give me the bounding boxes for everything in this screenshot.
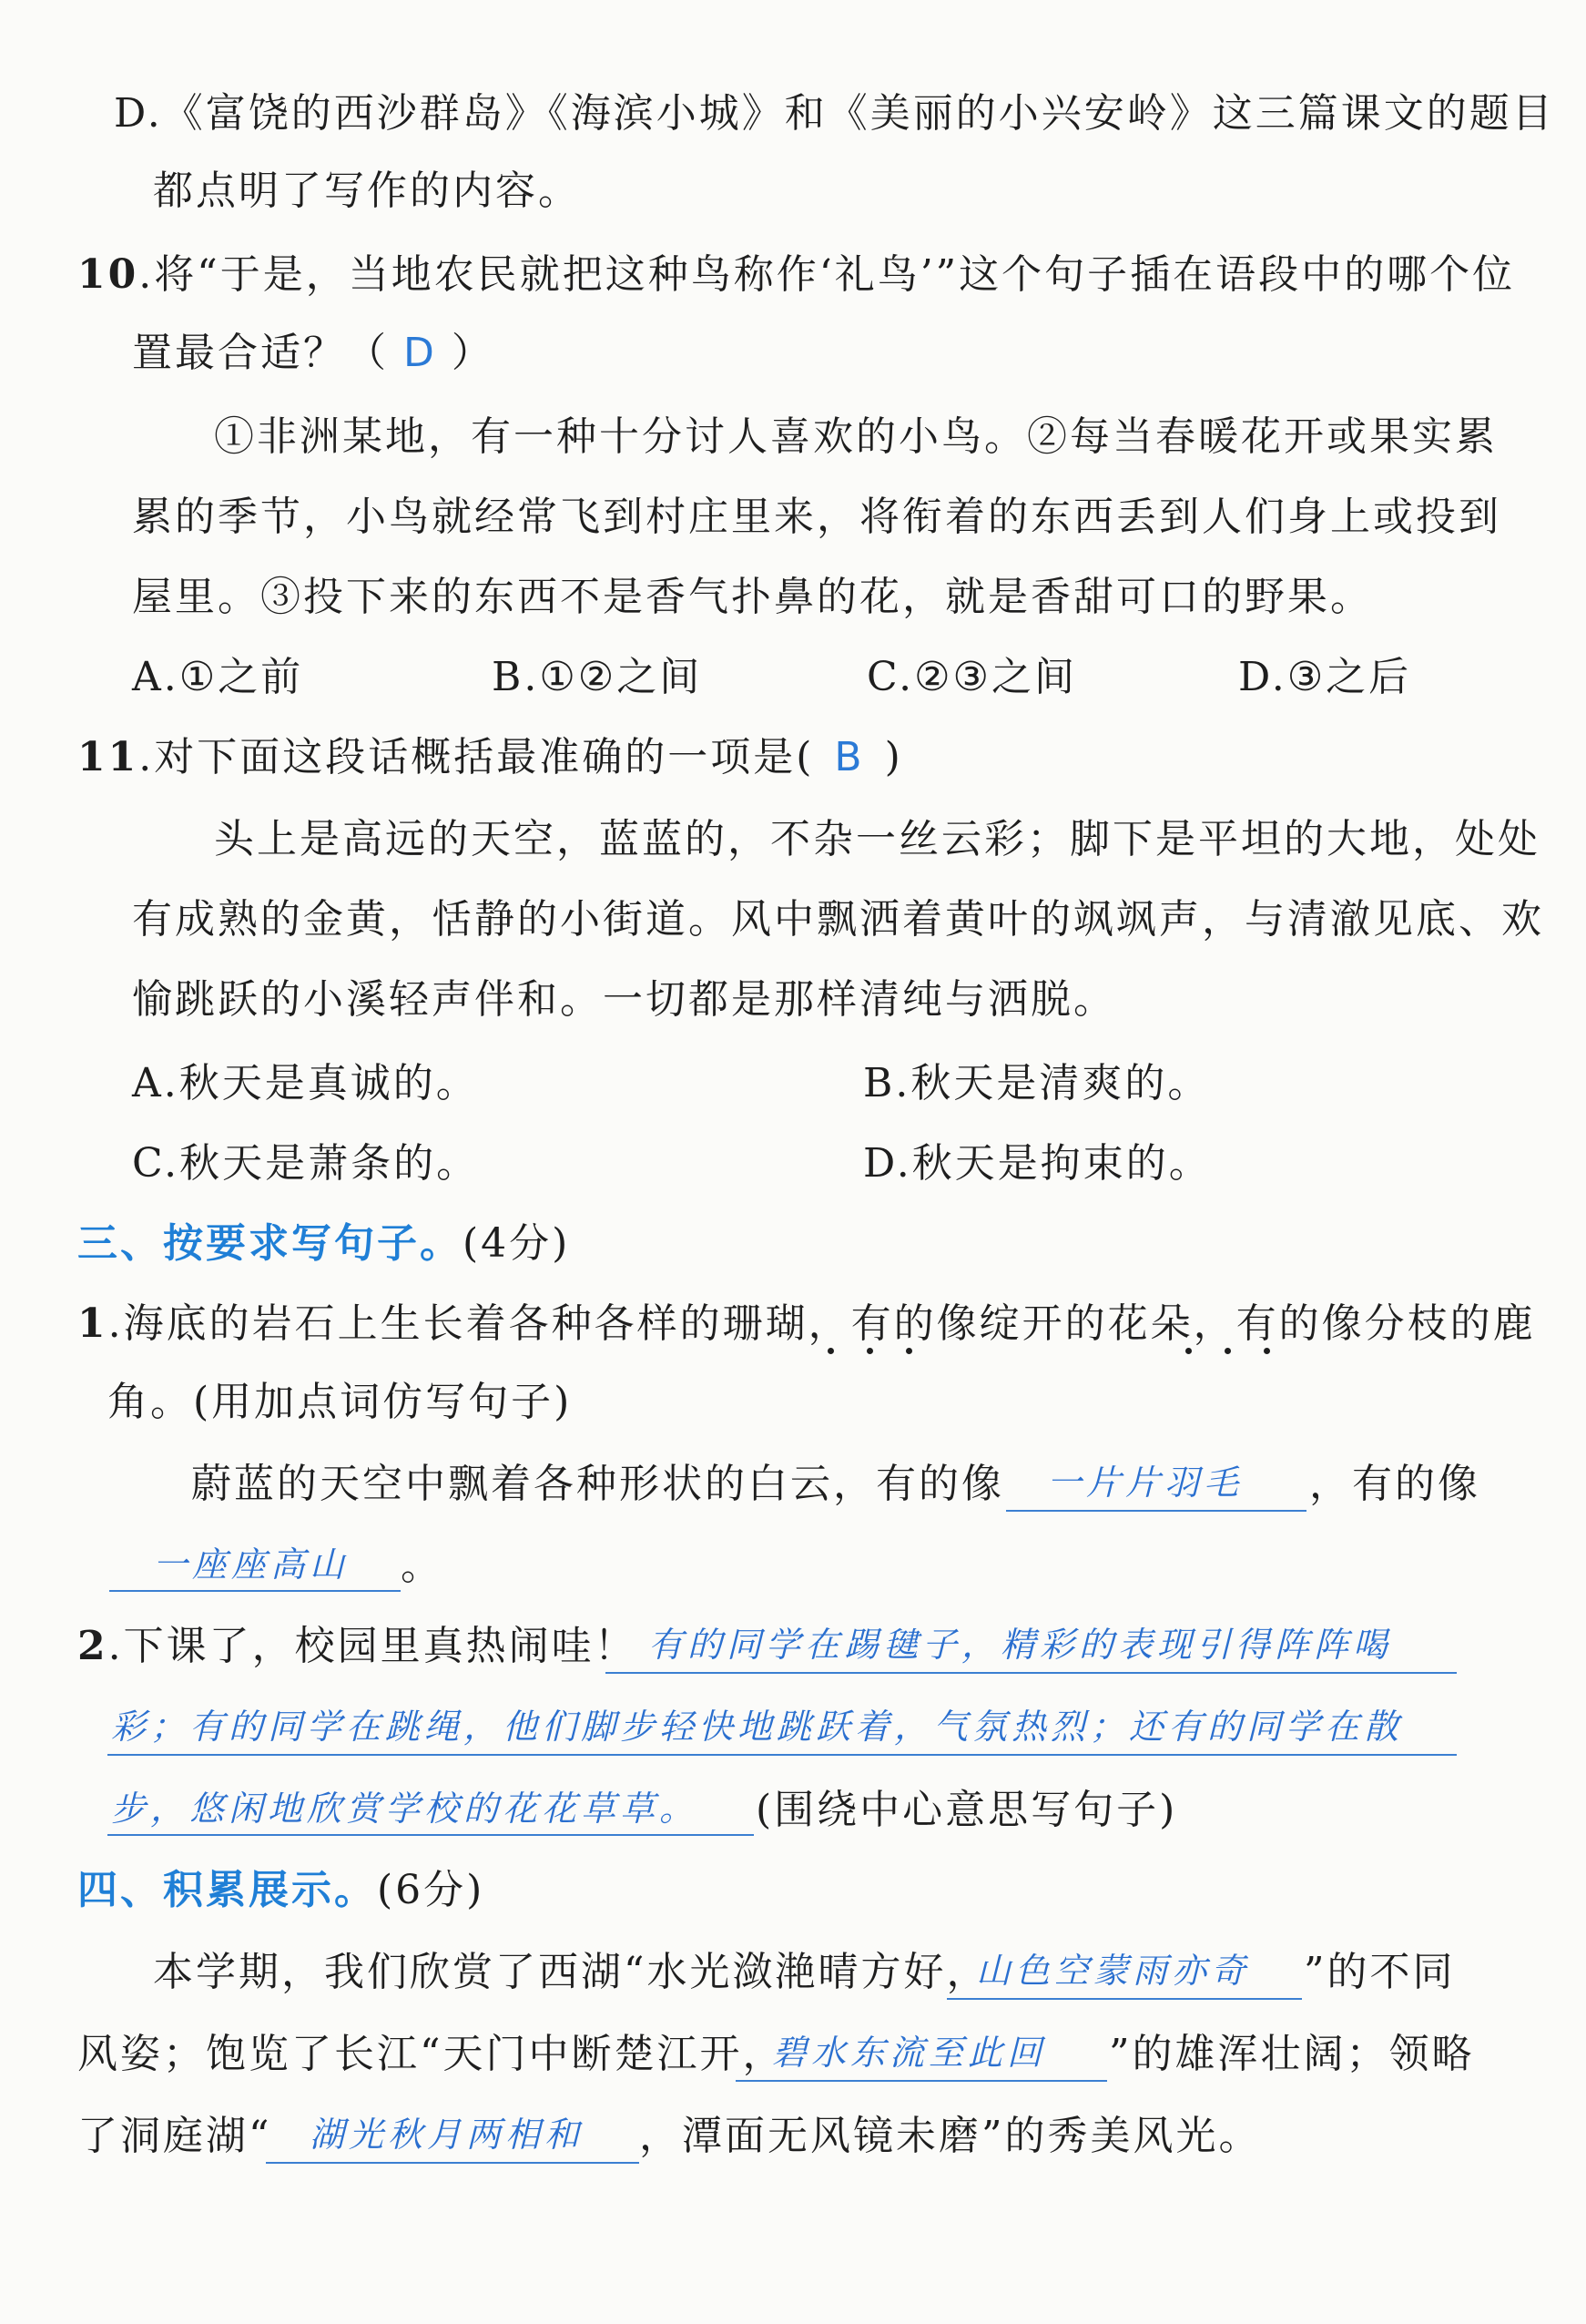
q10-option-c: C.②③之间 [867,654,1077,700]
q10-option-d: D.③之后 [1238,654,1412,700]
section3-heading [77,1217,570,1271]
section3-score: (4分) [463,1220,571,1267]
s3-q2-prompt: .下课了，校园里真热闹哇！ [107,1623,637,1669]
s4-line3-a: 了洞庭湖“ [77,2113,272,2159]
s3-q1-end: 。 [401,1543,443,1589]
q10-passage-line1: ①非洲某地，有一种十分讨人喜欢的小鸟。②每当春暖花开或果实累 [214,413,1498,460]
section3-title: 三、按要求写句子。 [77,1220,463,1267]
q10-passage-line2: 累的季节，小鸟就经常飞到村庄里来，将衔着的东西丢到人们身上或投到 [132,494,1501,540]
s3-q1-number: 1 [77,1300,108,1347]
answer-underline [107,1754,1457,1756]
answer-underline [736,2080,1107,2082]
s3-q2-answer-line1: 有的同学在踢毽子，精彩的表现引得阵阵喝 [648,1625,1393,1665]
q11-number: 11 [77,734,139,780]
q10-passage-line3: 屋里。③投下来的东西不是香气扑鼻的花，就是香甜可口的野果。 [132,574,1373,620]
s3-q2-answer-line3: 步，悠闲地欣赏学校的花花草草。 [111,1789,699,1829]
q11-line1 [77,730,903,785]
option-d-line1: D.《富饶的西沙群岛》《海滨小城》和《美丽的小兴安岭》这三篇课文的题目 [114,90,1555,137]
q10-stem-close: ） [451,330,494,376]
s3-q2-line1 [77,1619,637,1674]
s3-q1-line1 [77,1297,1536,1351]
s4-line1-b: ”的不同 [1304,1949,1456,1995]
s3-q1-answer-a: 一片片羽毛 [1047,1463,1244,1503]
answer-underline [1006,1510,1306,1512]
s4-line2-a: 风姿；饱览了长江“天门中断楚江开， [77,2031,786,2077]
answer-underline [605,1672,1457,1674]
emphasis-dot [906,1348,912,1354]
s4-line2-b: ”的雄浑壮阔；领略 [1109,2031,1475,2077]
s3-q2-note: (围绕中心意思写句子) [756,1787,1178,1833]
q11-option-d: D.秋天是拘束的。 [863,1140,1212,1187]
q11-option-a: A.秋天是真诚的。 [132,1060,479,1106]
s4-line1-a: 本学期，我们欣赏了西湖“水光潋滟晴方好， [153,1949,990,1995]
q11-passage-line2: 有成熟的金黄，恬静的小街道。风中飘洒着黄叶的飒飒声，与清澈见底、欢 [132,896,1544,943]
q10-line2 [132,326,494,381]
answer-underline [109,1590,401,1592]
q10-line1 [77,248,1515,302]
q10-option-b: B.①②之间 [492,654,703,700]
emphasis-dot [828,1348,834,1354]
section4-title: 四、积累展示。 [77,1867,377,1913]
q11-passage-line3: 愉跳跃的小溪轻声伴和。一切都是那样清纯与洒脱。 [132,976,1116,1023]
s3-q2-answer-line2: 彩；有的同学在跳绳，他们脚步轻快地跳跃着，气氛热烈；还有的同学在散 [111,1707,1404,1747]
section4-heading [77,1863,484,1918]
q10-stem: .将“于是，当地农民就把这种鸟称作‘礼鸟’”这个句子插在语段中的哪个位 [138,251,1516,298]
s4-answer2: 碧水东流至此回 [772,2033,1047,2073]
q10-option-a: A.①之前 [132,654,304,700]
answer-underline [107,1834,754,1836]
section4-score: (6分) [377,1867,485,1913]
q10-number: 10 [77,251,139,298]
s3-q1-answer-b: 一座座高山 [153,1544,350,1585]
s3-q1-stem: .海底的岩石上生长着各种各样的珊瑚，有的像绽开的花朵，有的像分枝的鹿 [107,1300,1536,1347]
q11-answer: B [834,734,865,780]
q10-answer: D [403,330,437,376]
emphasis-dot [1185,1348,1192,1354]
q11-option-c: C.秋天是萧条的。 [132,1140,480,1187]
q10-stem-cont: 置最合适？（ [132,330,389,376]
s3-q1-prompt-b: ，有的像 [1309,1461,1480,1507]
emphasis-dot [867,1348,873,1354]
q11-option-b: B.秋天是清爽的。 [863,1060,1211,1106]
q11-stem: .对下面这段话概括最准确的一项是( [138,734,815,780]
emphasis-dot [1264,1348,1270,1354]
q11-passage-line1: 头上是高远的天空，蓝蓝的，不杂一丝云彩；脚下是平坦的大地，处处 [214,816,1540,862]
answer-underline [947,1998,1302,2000]
answer-underline [266,2162,639,2164]
option-d-line2: 都点明了写作的内容。 [153,168,581,214]
s4-answer3: 湖光秋月两相和 [310,2115,585,2155]
q11-stem-close: ) [884,734,903,780]
s3-q1-prompt: 蔚蓝的天空中飘着各种形状的白云，有的像 [191,1461,1004,1507]
s4-line3-b: ，潭面无风镜未磨”的秀美风光。 [639,2113,1262,2159]
emphasis-dot [1225,1348,1231,1354]
s3-q1-line2: 角。(用加点词仿写句子) [107,1379,573,1425]
s4-answer1: 山色空蒙雨亦奇 [976,1951,1251,1991]
s3-q2-number: 2 [77,1623,108,1669]
